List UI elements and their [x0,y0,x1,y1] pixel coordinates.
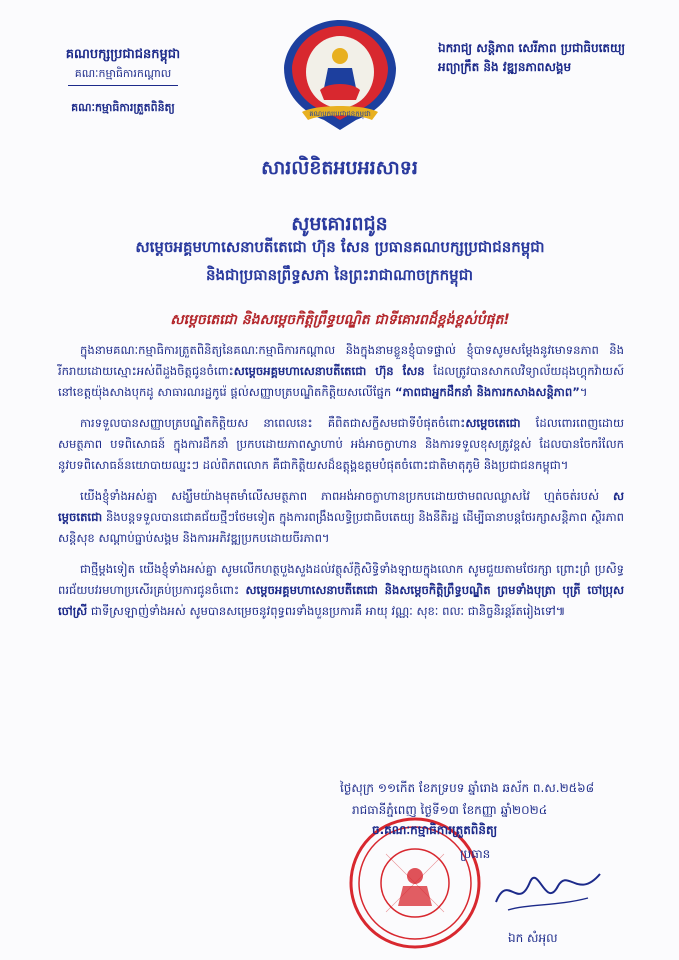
signer-organization: ច.គណៈកម្មាធិការត្រួតពិនិត្យ [372,823,498,837]
kingdom-motto: ឯករាជ្យ សន្តិភាព សេរីភាព ប្រជាធិបតេយ្យ [438,41,626,55]
recipient-line-1: សូមគោរពជូន [291,213,388,235]
party-name: គណបក្សប្រជាជនកម្ពុជា [65,47,181,62]
kingdom-motto-2: អព្យាក្រឹត និង វឌ្ឍនភាពសង្គម [438,60,572,74]
recipient-line-2: សម្តេចអគ្គមហាសេនាបតីតេជោ ហ៊ុន សែន ប្រធានគណបក្សប្រជាជនកម្ពុជា [135,238,545,256]
document-title: សារលិខិតអបអរសាទរ [261,157,418,179]
signer-name: ឯក សំអុល [508,931,558,945]
salutation: សម្តេចតេជោ និងសម្តេចកិត្តិព្រឹទ្ធបណ្ឌិត ជាទីគោរពដ៏ខ្ពង់ខ្ពស់បំផុត! [170,312,510,328]
emblem-text: គណបក្សប្រជាជនកម្ពុជា [309,110,371,118]
header-right [438,40,668,76]
paragraph-1: ក្នុងនាមគណៈកម្មាធិការត្រួតពិនិត្យនៃគណៈកម្មាធិការកណ្តាល និងក្នុងនាមខ្លួនខ្ញុំបាទផ្ទាល់ ខ្ញុំបាទសូមសម្តែងនូវមោទនភាព និងរីករាយដោយស្មោះអស់ពីដួងចិត្តជូនចំពោះសម្តេចអគ្គមហាសេនាបតីតេជោ ហ៊ុន សែន ដែលត្រូវបានសាកលវិទ្យាល័យដុងហ្គុកវ៉ាយស៍ នៅខេត្តយ៉ុងសាងបុកដូ សាធារណរដ្ឋកូរ៉េ ផ្តល់សញ្ញាបត្របណ្ឌិតកិត្តិយសលើផ្នែក “ភាពជាអ្នកដឹកនាំ និងការកសាងសន្តិភាព”។ [58,343,624,399]
paragraph-2: ការទទួលបានសញ្ញាបត្របណ្ឌិតកិត្តិយស នាពេលនេះ គឺពិតជាសក្ខីសមជាទីបំផុតចំពោះសម្តេចតេជោ ដែលពោរពេញដោយសមត្ថភាព បទពិសោធន៍ ក្នុងការដឹកនាំ ប្រកបដោយភាពស្វាហាប់ អង់អាចក្លាហាន និងការទទួលខុសត្រូវខ្ពស់ ដែលបានចែករំលែកនូវបទពិសោធន៍នយោបាយឈ្នះៗ ដល់ពិភពលោក គឺជាកិត្តិយសដ៏ឧត្តុង្គឧត្តមបំផុតចំពោះជាតិមាតុភូមិ និងប្រជាជនកម្ពុជា។ [58,416,624,472]
date-lunar: ថ្ងៃសុក្រ ១១កើត ខែភទ្របទ ឆ្នាំរោង ឆស័ក ព.ស.២៥៦៨ [340,781,595,795]
date-solar: រាជធានីភ្នំពេញ ថ្ងៃទី១៣ ខែកញ្ញា ឆ្នាំ២០២៤ [352,803,548,817]
inspection-committee: គណៈកម្មាធិការត្រួតពិនិត្យ [71,101,175,114]
signer-role: ប្រធាន [460,847,491,861]
letter-body [58,340,624,632]
central-committee: គណៈកម្មាធិការកណ្តាល [74,67,172,80]
party-emblem-icon [272,16,408,136]
header-left [28,46,218,116]
handwritten-signature-icon [488,852,608,922]
paragraph-3: យើងខ្ញុំទាំងអស់គ្នា សង្ឃឹមយ៉ាងមុតមាំលើសមត្ថភាព ភាពអង់អាចក្លាហានប្រកបដោយថាមពលឈ្លាសវៃ ហ្មត់ចត់របស់ សម្តេចតេជោ និងបន្តទទួលបានជោគជ័យថ្មីៗថែមទៀត ក្នុងការពង្រឹងលទ្ធិប្រជាធិបតេយ្យ និងនីតិរដ្ឋ ដើម្បីធានាបន្តថែរក្សាសន្តិភាព ស្ថិរភាព សន្តិសុខ សណ្តាប់ធ្នាប់សង្គម និងការអភិវឌ្ឍប្រកបដោយចីរភាព។ [58,489,624,545]
paragraph-4: ជាថ្មីម្តងទៀត យើងខ្ញុំទាំងអស់គ្នា សូមលើកហត្ថបួងសួងដល់វត្ថុស័ក្តិសិទ្ធិទាំងឡាយក្នុងលោក សូមជួយតាមថែរក្សា ព្រោះព្រំ ប្រសិទ្ធពរជ័យបវរមហាប្រសើរគ្រប់ប្រការជូនចំពោះ សម្តេចអគ្គមហាសេនាបតីតេជោ និងសម្តេចកិត្តិព្រឹទ្ធបណ្ឌិត ព្រមទាំងបុត្រា បុត្រី ចៅប្រុស ចៅស្រី ជាទីស្រឡាញ់ទាំងអស់ សូមបានសម្រេចនូវពុទ្ធពរទាំងបួនប្រការគឺ អាយុ វណ្ណៈ សុខៈ ពលៈ ជានិច្ចនិរន្តរ៍តរៀងទៅ៕ [58,562,624,618]
header-divider [68,85,178,86]
recipient-line-3: និងជាប្រធានព្រឹទ្ធសភា នៃព្រះរាជាណាចក្រកម្ពុជា [206,266,473,284]
